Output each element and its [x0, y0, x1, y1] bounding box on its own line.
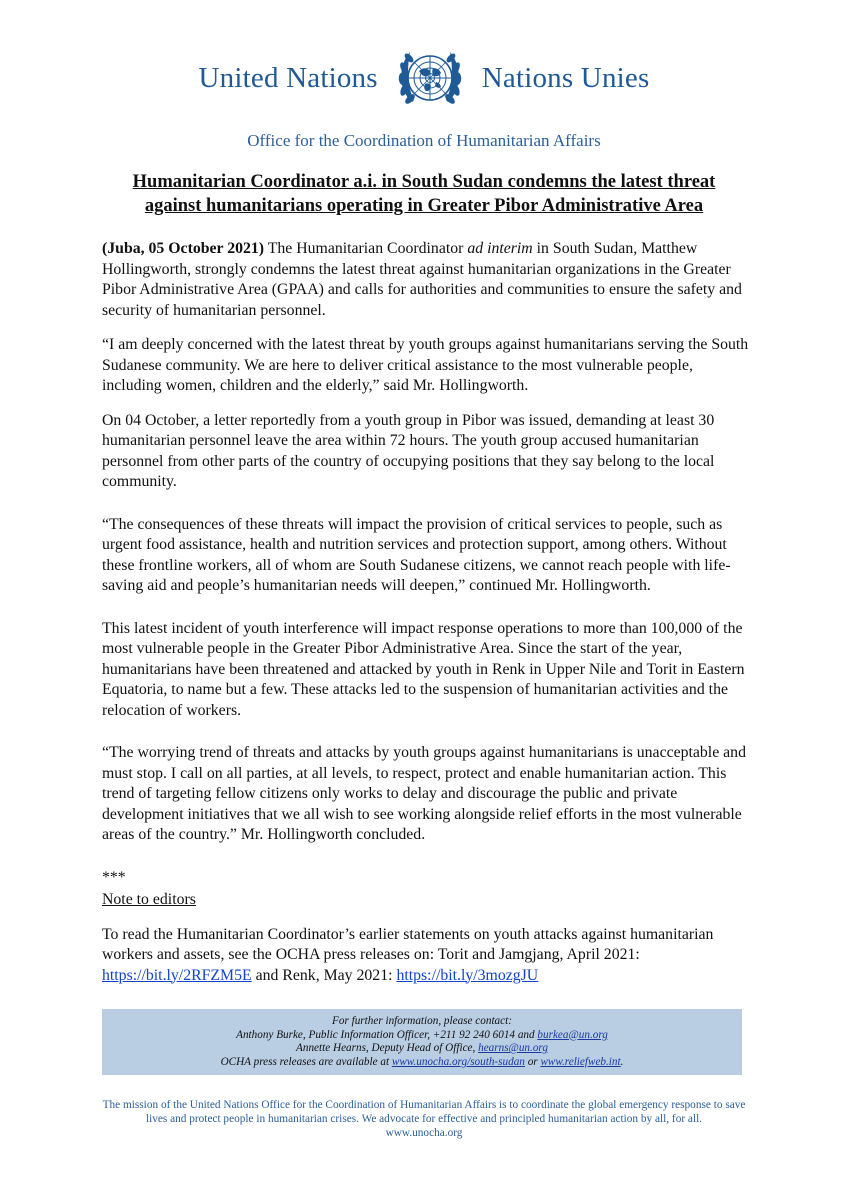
contact-burke — [102, 1029, 742, 1043]
paragraph-quote-3: “The worrying trend of threats and attacks by youth groups against humanitarians is unacceptable and must stop. I call on all parties, at all levels, to respect, protect and enable humanitarian action. This trend of targeting fellow citizens only works to delay and discourage the public and private development initiatives that we all wish to see working alongside relief efforts in the most vulnerable areas of the country.” Mr. Hollingworth concluded. — [102, 744, 746, 843]
office-name: Office for the Coordination of Humanitarian Affairs — [247, 131, 601, 150]
press-text: OCHA press releases are available at — [220, 1055, 392, 1068]
paragraph-incident: This latest incident of youth interference will impact response operations to more than 100,000 of the most vulnerable people in the Greater Pibor Administrative Area. Since the start of the year, humanitarians have been threatened and attacked by youth in Renk in Upper Nile and Torit in Eastern Equatoria, to name but a few. These attacks led to the suspension of humanitarian activities and the relocation of workers. — [102, 619, 745, 719]
un-emblem-icon — [390, 38, 470, 118]
note-text: To read the Humanitarian Coordinator’s earlier statements on youth attacks against humanitarian workers and assets, see the OCHA press releases on: Torit and Jamgjang, April 2021: — [102, 925, 714, 963]
unocha-url[interactable]: www.unocha.org — [385, 1127, 463, 1139]
hearns-text: Annette Hearns, Deputy Head of Office, — [296, 1042, 479, 1054]
note-mid-text: and Renk, May 2021: — [251, 966, 397, 984]
torit-link[interactable]: https://bit.ly/2RFZM5E — [102, 966, 252, 984]
period-text: . — [620, 1055, 624, 1068]
ad-interim: ad interim — [467, 240, 533, 257]
paragraph-letter: On 04 October, a letter reportedly from a youth group in Pibor was issued, demanding at least 30 humanitarian personnel leave the area within 72 hours. The youth group accused humanitarian personnel from other parts of the country of occupying positions that they say belong to the local community. — [102, 411, 715, 490]
unocha-south-sudan-link[interactable]: www.unocha.org/south-sudan — [391, 1055, 525, 1068]
letterhead — [0, 38, 848, 118]
intro-text-a: The Humanitarian Coordinator — [264, 240, 468, 257]
nations-unies-title: Nations Unies — [481, 61, 650, 94]
hearns-email-link[interactable]: hearns@un.org — [478, 1042, 548, 1054]
mission-footer — [100, 1098, 748, 1140]
title-line-1: Humanitarian Coordinator a.i. in South Sudan condemns the latest threat — [132, 172, 716, 192]
united-nations-title: United Nations — [198, 61, 378, 94]
mission-statement: The mission of the United Nations Office for the Coordination of Humanitarian Affairs is to coordinate the global emergency response to save lives and protect people in humanitarian crises. We advocate for effective and principled humanitarian action by all, for all. — [102, 1099, 746, 1125]
note-to-editors-heading: Note to editors — [102, 891, 196, 908]
separator: *** — [102, 868, 126, 886]
renk-link[interactable]: https://bit.ly/3mozgJU — [396, 966, 539, 984]
paragraph-quote-2: “The consequences of these threats will impact the provision of critical services to people, such as urgent food assistance, health and nutrition services and protection support, among others. Without these frontline workers, all of whom are South Sudanese citizens, we cannot reach people with life-saving aid and people’s humanitarian needs will deepen,” continued Mr. Hollingworth. — [102, 515, 731, 594]
or-text: or — [524, 1055, 541, 1068]
contact-press-releases — [102, 1056, 742, 1070]
press-release-body — [102, 239, 750, 1000]
contact-heading: For further information, please contact: — [332, 1015, 512, 1027]
paragraph-quote-1: “I am deeply concerned with the latest threat by youth groups against humanitarians serving the South Sudanese community. We are here to deliver critical assistance to the most vulnerable people, including women, children and the elderly,” said Mr. Hollingworth. — [102, 336, 749, 394]
paragraph-note — [102, 925, 750, 987]
intro-text-b: in South Sudan, Matthew Hollingworth, strongly condemns the latest threat against humanitarian organizations in the Greater Pibor Administrative Area (GPAA) and calls for authorities and communities to ensure the safety and security of humanitarian personnel. — [102, 240, 742, 319]
paragraph-intro — [102, 239, 750, 321]
dateline: (Juba, 05 October 2021) — [102, 240, 265, 257]
title-line-2: against humanitarians operating in Greater Pibor Administrative Area — [144, 196, 704, 216]
reliefweb-link[interactable]: www.reliefweb.int — [540, 1055, 621, 1068]
burke-text: Anthony Burke, Public Information Officer, +211 92 240 6014 and — [236, 1028, 538, 1041]
burke-email-link[interactable]: burkea@un.org — [537, 1028, 608, 1041]
contact-hearns — [102, 1042, 742, 1056]
contact-box — [102, 1009, 742, 1075]
press-release-title — [100, 170, 748, 218]
